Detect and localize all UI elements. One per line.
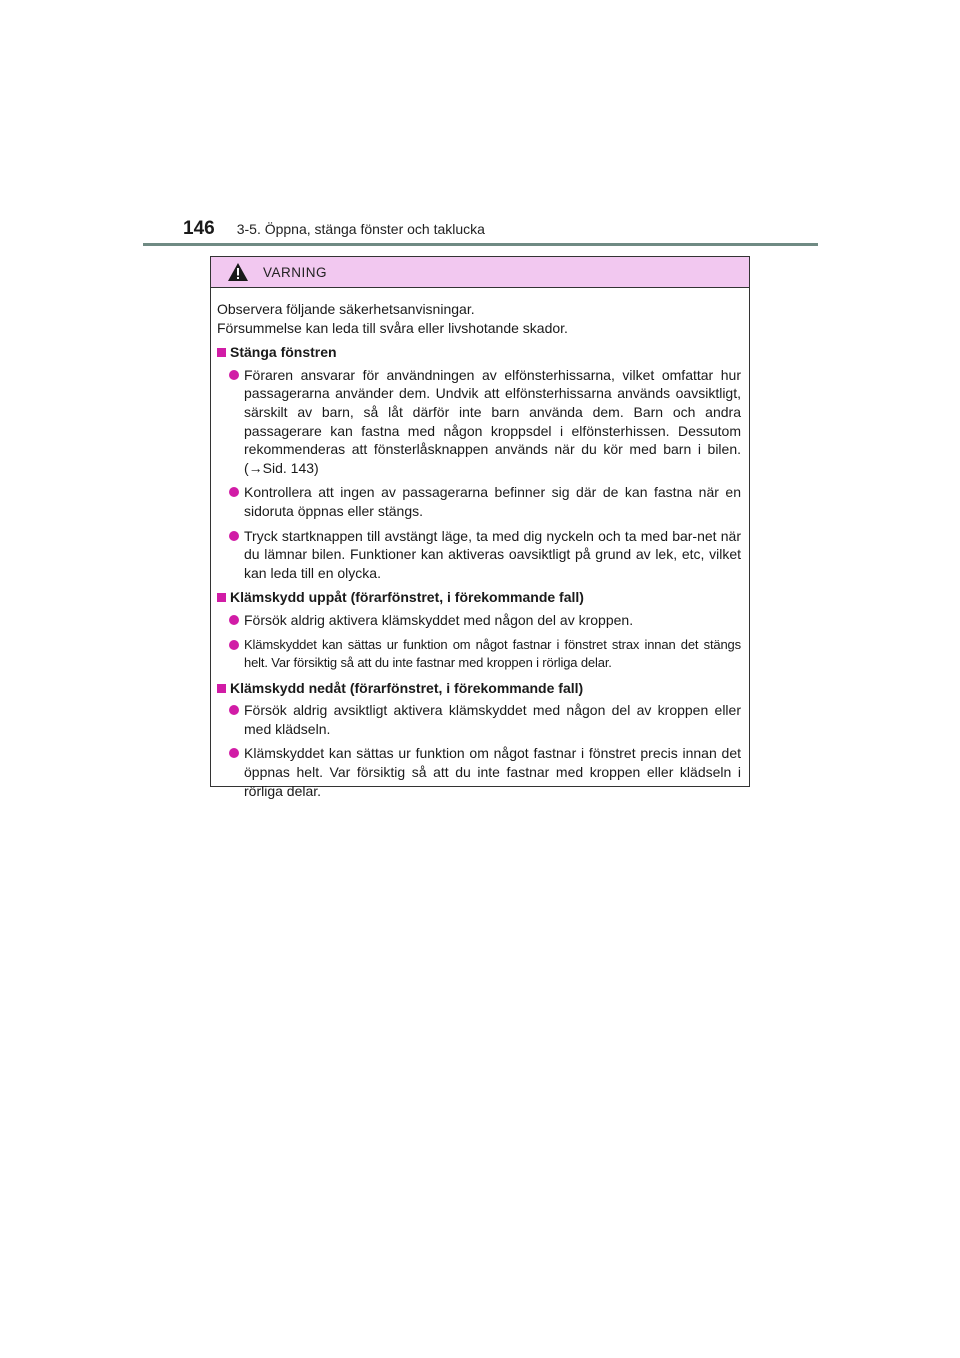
- section-heading-text: Klämskydd nedåt (förarfönstret, i förekommande fall): [230, 679, 584, 696]
- page-number: 146: [183, 218, 215, 239]
- circle-bullet-icon: [229, 370, 239, 380]
- warning-header: [211, 257, 749, 288]
- list-item-text: Kontrollera att ingen av passagerarna befinner sig där de kan fastna när en sidoruta öppnas eller stängs.: [244, 484, 741, 519]
- list-item-text: Försök aldrig aktivera klämskyddet med någon del av kroppen.: [244, 611, 634, 628]
- section-heading: [217, 588, 741, 607]
- warning-intro: [217, 300, 741, 337]
- warning-triangle-icon: [227, 262, 249, 282]
- section-heading-text: Klämskydd uppåt (förarfönstret, i förekommande fall): [230, 589, 584, 606]
- list-item-text: Klämskyddet kan sättas ur funktion om något fastnar i fönstret strax innan det stängs helt. Var försiktig så att du inte fastnar med kroppen i rörliga delar.: [244, 636, 741, 671]
- warning-body: [211, 288, 749, 800]
- list-item: [217, 483, 741, 520]
- list-item-text: Klämskyddet kan sättas ur funktion om något fastnar i fönstret precis innan det öppnas helt. Var försiktig så att du inte fastnar med kroppen eller klädseln i rörliga delar.: [244, 745, 741, 799]
- list-item-text: Försök aldrig avsiktligt aktivera klämskyddet med någon del av kroppen eller med klädseln.: [244, 702, 741, 737]
- circle-bullet-icon: [229, 487, 239, 497]
- square-bullet-icon: [217, 684, 226, 693]
- circle-bullet-icon: [229, 531, 239, 541]
- circle-bullet-icon: [229, 640, 239, 650]
- page-header: [183, 218, 485, 240]
- arrow-icon: →: [248, 459, 263, 476]
- section-heading-text: Stänga fönstren: [230, 344, 337, 361]
- list-item: [217, 636, 741, 673]
- warning-label: VARNING: [263, 264, 328, 280]
- warning-section: [217, 679, 741, 801]
- list-item: [217, 527, 741, 583]
- circle-bullet-icon: [229, 615, 239, 625]
- square-bullet-icon: [217, 348, 226, 357]
- warning-box: [210, 256, 750, 799]
- circle-bullet-icon: [229, 748, 239, 758]
- section-heading: [217, 679, 741, 698]
- list-item-text: Tryck startknappen till avstängt läge, ta med dig nyckeln och ta med bar-net när du lämnar bilen. Funktioner kan aktiveras oavsiktligt på grund av lek, etc, vilket kan leda till en olycka.: [244, 527, 741, 581]
- list-item: [217, 701, 741, 738]
- section-heading: [217, 343, 741, 362]
- header-rule: [143, 243, 818, 246]
- page-reference-link[interactable]: Sid. 143): [262, 459, 319, 476]
- intro-line: Försummelse kan leda till svåra eller livshotande skador.: [217, 319, 568, 336]
- intro-line: Observera följande säkerhetsanvisningar.: [217, 301, 475, 317]
- list-item: [217, 366, 741, 478]
- warning-section: [217, 588, 741, 672]
- square-bullet-icon: [217, 593, 226, 602]
- list-item-text: [244, 366, 741, 478]
- warning-section: [217, 343, 741, 582]
- list-item: [217, 744, 741, 800]
- list-item-text-main: Föraren ansvarar för användningen av elfönsterhissarna, vilket omfattar hur passagerarna använder dem. Undvik att elfönsterhissarna används oavsiktligt, särskilt av barn, så låt därför inte barn använda dem. Barn och andra passagerare kan fastna med någon kroppsdel i elfönsterhissen. Dessutom rekommenderas att fönsterlåsknappen används när du kör med barn i bilen. (: [244, 366, 741, 476]
- circle-bullet-icon: [229, 705, 239, 715]
- section-title: 3-5. Öppna, stänga fönster och taklucka: [236, 221, 485, 237]
- list-item: [217, 611, 741, 630]
